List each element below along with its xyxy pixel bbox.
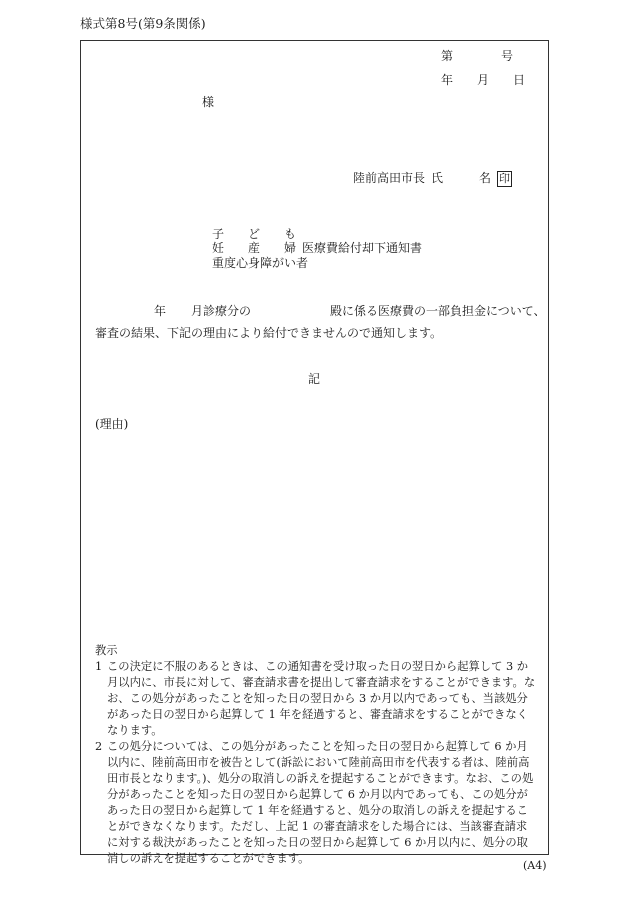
notice-section [95,643,538,867]
body-year: 年 [154,304,167,318]
issuer-name-label: 氏 名 [431,171,492,185]
subject-pregnant-label: 妊 産 婦 [212,241,297,255]
reason-label: (理由) [95,417,129,431]
notice-item [95,739,538,867]
ki-label: 記 [308,372,321,386]
issuer-title: 陸前高田市長 [353,171,426,185]
subject-notice-title: 医療費給付却下通知書 [302,241,423,255]
notice-item-text: この処分については、この処分があったことを知った日の翌日から起算して 6 か月以内に、陸前高田市を被告として(訴訟において陸前高田市を代表する者は、陸前高田市長となります。)、処分の取消しの訴えを提起することができます。なお、この処分があったことを知った日の翌日から起算して 6 か月以内であっても、この処分があった日の翌日から起算して 1 年を経過すると、処分の取消しの訴えを提起することができなくなります。ただし、上記 1 の審査請求をした場合には、当該審査請求に対する裁決があったことを知った日の翌日から起算して 6 か月以内に、処分の取消しの訴えを提起することができます。 [107,740,534,865]
body-insured-text: 殿に係る医療費の一部負担金について、 [330,304,546,318]
form-number-title: 様式第8号(第9条関係) [80,16,206,31]
body-text-line2: 審査の結果、下記の理由により給付できませんので通知します。 [95,326,443,340]
paper-size-label: (A4) [523,859,547,872]
subject-line-disabled: 重度心身障がい者 [212,256,309,270]
notice-item-number: 2 [95,740,103,753]
notice-item-text: この決定に不服のあるときは、この通知書を受け取った日の翌日から起算して 3 か月以内に、市長に対して、審査請求書を提出して審査請求をすることができます。なお、この処分があったことを知った日の翌日から 3 か月以内であっても、当該処分があった日の翌日から起算して 1 年を経過すると、審査請求をすることができなくなります。 [107,660,536,737]
subject-line-children: 子 ど も [212,227,297,241]
document-date-line: 年 月 日 [441,73,526,87]
notice-item-number: 1 [95,660,103,673]
notice-item [95,659,538,739]
subject-line-pregnant [212,240,422,256]
body-month-label: 月診療分の [191,304,252,318]
issuer-line [353,170,512,187]
document-number-line: 第 号 [441,49,514,63]
seal-mark: 印 [499,172,511,185]
addressee-suffix: 様 [202,95,215,109]
notice-heading: 教示 [95,644,118,657]
